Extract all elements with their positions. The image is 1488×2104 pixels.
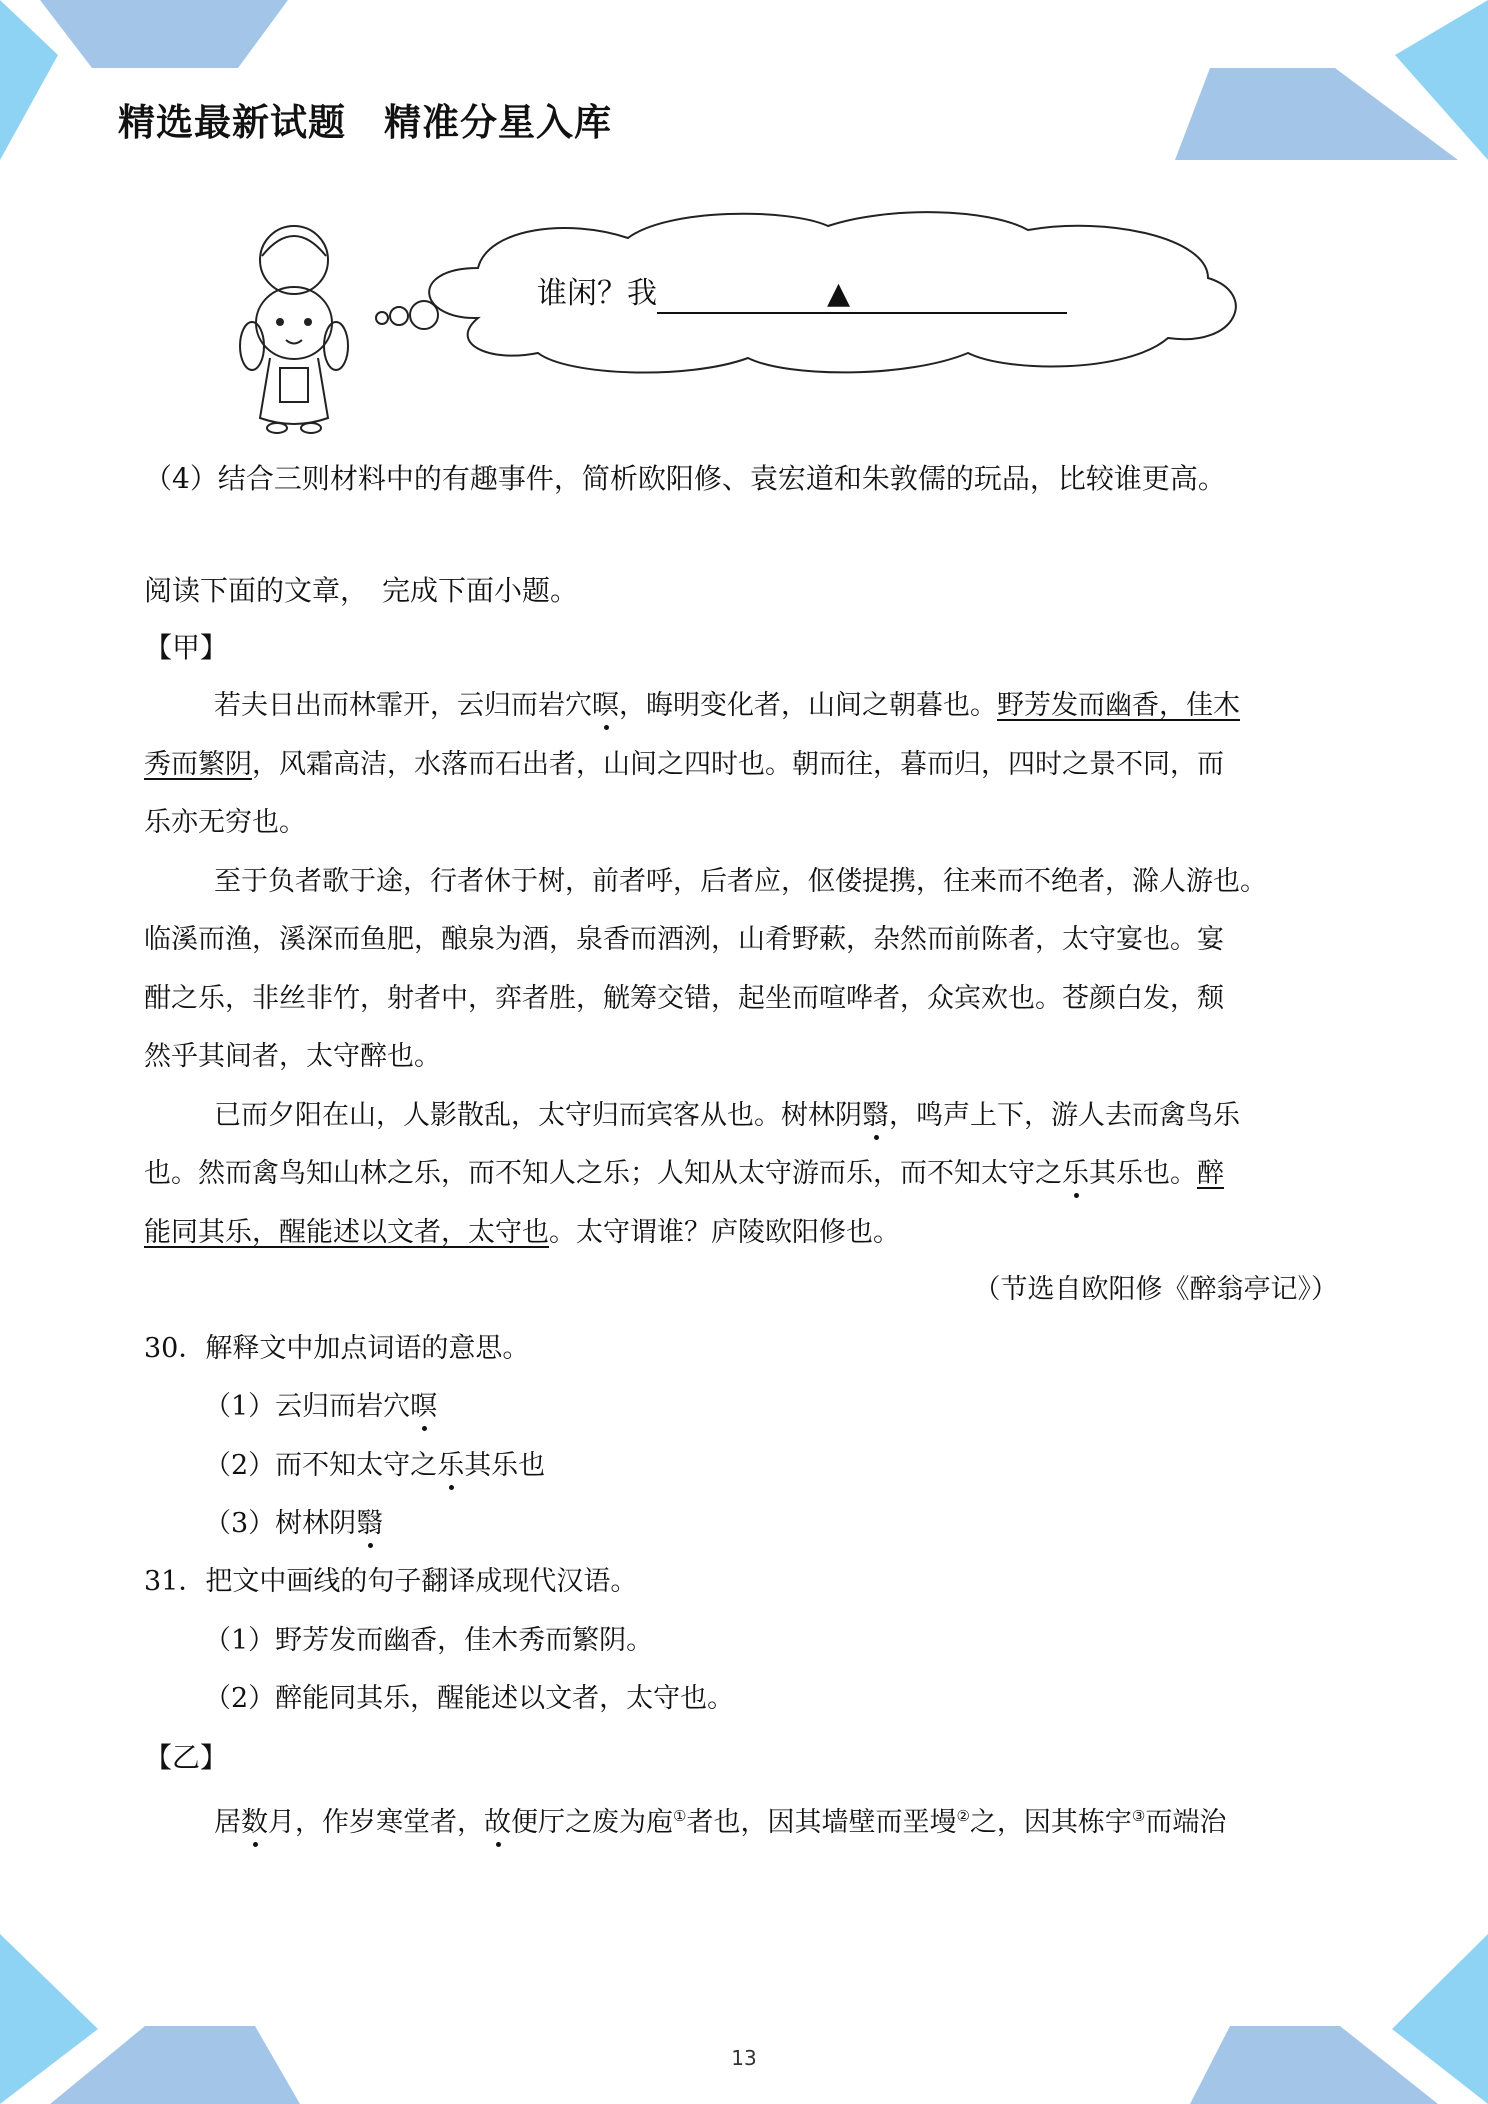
text-run: （1）云归而岩穴 bbox=[204, 1391, 411, 1422]
page-number: 13 bbox=[731, 2046, 757, 2070]
jia-p2-line2: 临溪而渔，溪深而鱼肥，酿泉为酒，泉香而酒洌，山肴野蔌，杂然而前陈者，太守宴也。宴 bbox=[144, 924, 1224, 955]
dotted-word: 翳 bbox=[356, 1508, 384, 1539]
text-run: 。太守谓谁？庐陵欧阳修也。 bbox=[549, 1217, 900, 1248]
reading-instruction: 阅读下面的文章， 完成下面小题。 bbox=[144, 574, 579, 607]
text-run: 其乐也 bbox=[464, 1450, 546, 1481]
header-title: 精选最新试题 精准分星入库 bbox=[118, 101, 612, 144]
dotted-word: 翳 bbox=[862, 1100, 889, 1131]
jia-p2-line4: 然乎其间者，太守醉也。 bbox=[144, 1041, 441, 1072]
text-run: 居 bbox=[214, 1807, 241, 1838]
text-run: 者也，因其墙壁而垩墁 bbox=[686, 1807, 957, 1838]
thought-bubble-text bbox=[537, 274, 1067, 314]
text-run: 也。然而禽鸟知山林之乐，而不知人之乐；人知从太守游而乐，而不知太守之 bbox=[144, 1158, 1062, 1189]
underlined-sentence: 醉 bbox=[1197, 1158, 1224, 1189]
scholar-cartoon-illustration bbox=[232, 218, 362, 443]
text-run: 便厅之废为庖 bbox=[511, 1807, 673, 1838]
question-31-item-2: （2）醉能同其乐，醒能述以文者，太守也。 bbox=[204, 1683, 735, 1714]
text-run: （3）树林阴 bbox=[204, 1508, 357, 1539]
text-run: （2）而不知太守之 bbox=[204, 1450, 438, 1481]
jia-p1-line2 bbox=[144, 745, 1224, 785]
passage-jia-label: 【甲】 bbox=[144, 631, 229, 664]
dotted-word: 数 bbox=[241, 1807, 268, 1838]
question-30-item-1 bbox=[204, 1387, 437, 1427]
jia-p2-line3: 酣之乐，非丝非竹，射者中，弈者胜，觥筹交错，起坐而喧哗者，众宾欢也。苍颜白发，颓 bbox=[144, 983, 1224, 1014]
question-4: （4）结合三则材料中的有趣事件，简析欧阳修、袁宏道和朱敦儒的玩品，比较谁更高。 bbox=[144, 462, 1226, 495]
triangle-marker: ▲ bbox=[827, 276, 851, 311]
text-run: 之，因其栋宇 bbox=[969, 1807, 1132, 1838]
question-30-item-2 bbox=[204, 1446, 545, 1486]
text-run: ，风霜高洁，水落而石出者，山间之四时也。朝而往，暮而归，四时之景不同，而 bbox=[252, 749, 1224, 780]
dotted-word: 乐 bbox=[1062, 1158, 1089, 1189]
jia-p2-line1: 至于负者歌于途，行者休于树，前者呼，后者应，伛偻提携，往来而不绝者，滁人游也。 bbox=[214, 866, 1267, 897]
corner-decoration-bottom bbox=[0, 1934, 1488, 2104]
underlined-sentence: 能同其乐，醒能述以文者，太守也 bbox=[144, 1217, 549, 1248]
text-run: ，晦明变化者，山间之朝暮也。 bbox=[619, 690, 997, 721]
text-run: 而端治 bbox=[1145, 1807, 1227, 1838]
jia-p1-line3: 乐亦无穷也。 bbox=[144, 807, 306, 838]
dotted-word: 故 bbox=[484, 1807, 511, 1838]
footnote-marker: ③ bbox=[1131, 1807, 1146, 1825]
underlined-sentence: 秀而繁阴 bbox=[144, 749, 252, 780]
yi-line1 bbox=[214, 1796, 1226, 1843]
footnote-marker: ② bbox=[956, 1807, 970, 1825]
jia-p1-line1 bbox=[214, 686, 1240, 726]
text-run: 若夫日出而林霏开，云归而岩穴 bbox=[214, 690, 592, 721]
dotted-word: 暝 bbox=[592, 690, 619, 721]
question-31-item-1: （1）野芳发而幽香，佳木秀而繁阴。 bbox=[204, 1625, 654, 1656]
underlined-sentence: 野芳发而幽香，佳木 bbox=[997, 690, 1240, 721]
text-run: ，鸣声上下，游人去而禽鸟乐 bbox=[889, 1100, 1240, 1131]
question-30-item-3 bbox=[204, 1504, 383, 1544]
bubble-prefix: 谁闲？我 bbox=[537, 276, 657, 311]
question-30-stem: 30．解释文中加点词语的意思。 bbox=[144, 1333, 530, 1364]
answer-blank bbox=[657, 276, 1067, 314]
text-run: 月，作岁寒堂者， bbox=[268, 1807, 484, 1838]
text-run: 已而夕阳在山，人影散乱，太守归而宾客从也。树林阴 bbox=[214, 1100, 862, 1131]
jia-p3-line1 bbox=[214, 1096, 1240, 1136]
dotted-word: 乐 bbox=[437, 1450, 465, 1481]
passage-yi-label: 【乙】 bbox=[144, 1741, 229, 1774]
question-31-stem: 31．把文中画线的句子翻译成现代汉语。 bbox=[144, 1566, 638, 1597]
jia-p3-line2 bbox=[144, 1154, 1224, 1194]
jia-p3-line3 bbox=[144, 1213, 900, 1253]
footnote-marker: ① bbox=[673, 1807, 687, 1825]
text-run: 其乐也。 bbox=[1089, 1158, 1197, 1189]
dotted-word: 暝 bbox=[410, 1391, 438, 1422]
passage-source: （节选自欧阳修《醉翁亭记》） bbox=[973, 1274, 1338, 1305]
